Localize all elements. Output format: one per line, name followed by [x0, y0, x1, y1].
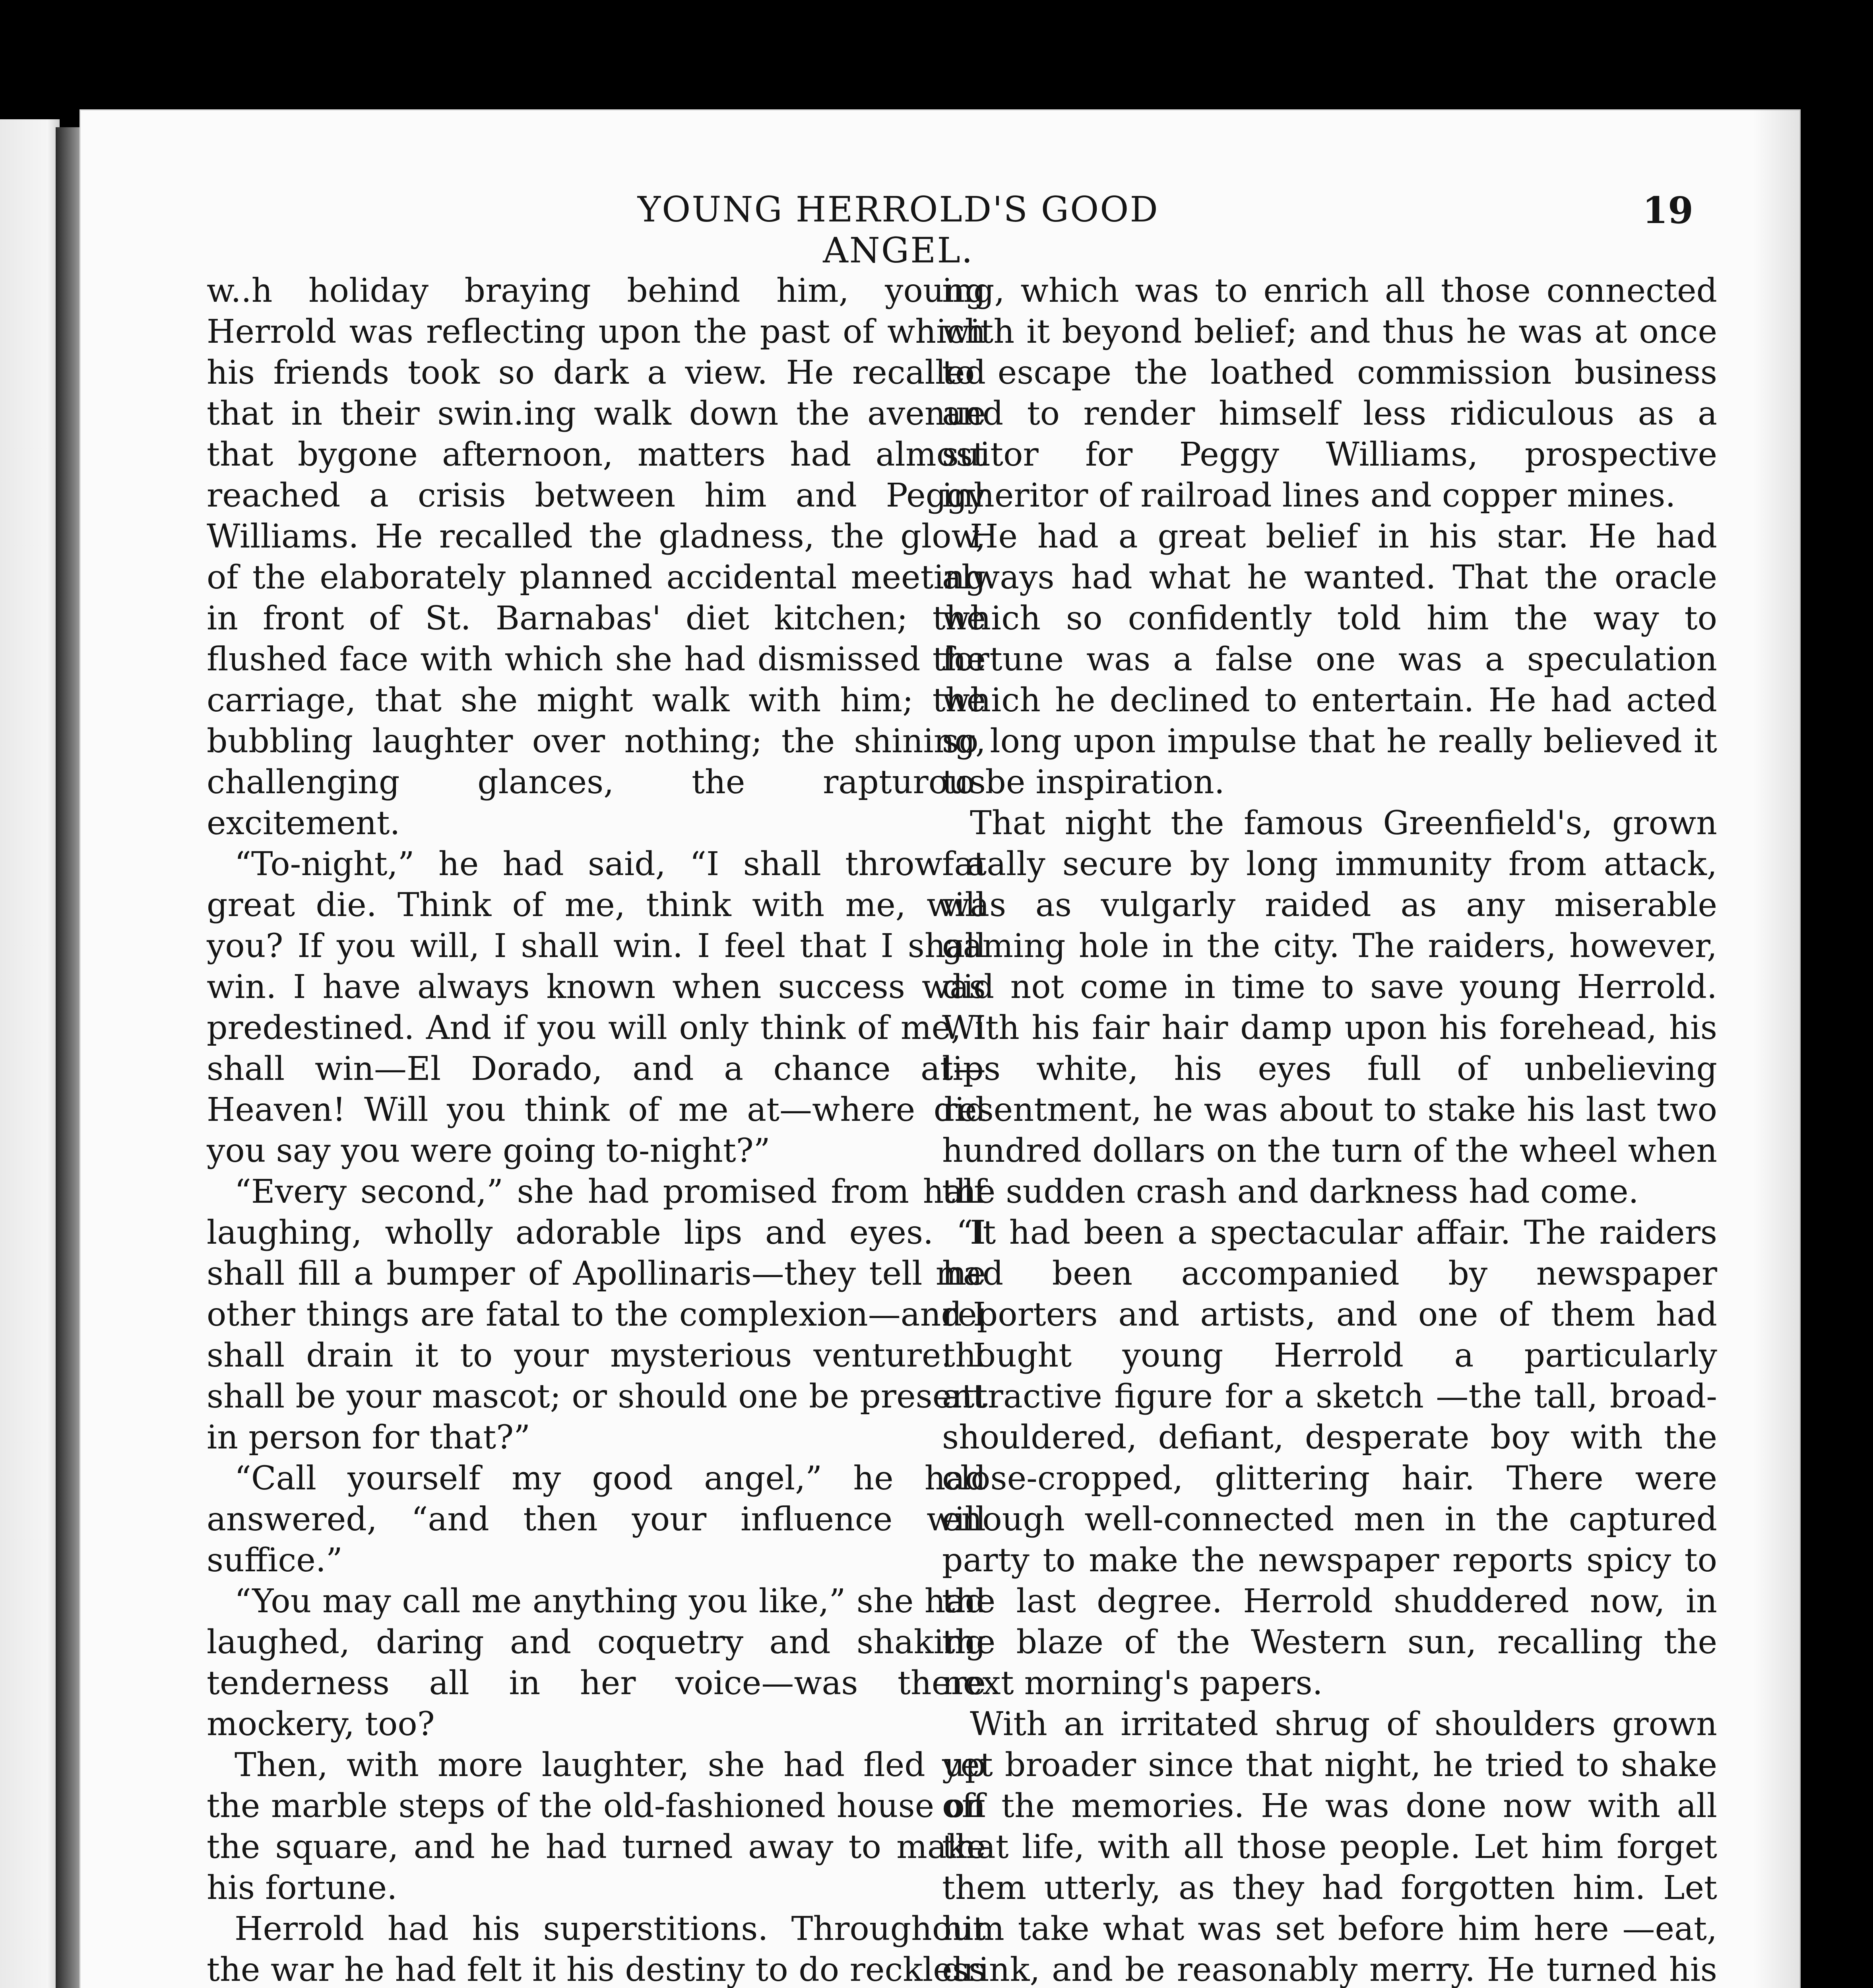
- page-number: 19: [1642, 189, 1693, 232]
- paragraph: “To-night,” he had said, “I shall throw a great die. Think of me, think with me, will you? If you will, I shall win. I feel that I shall win. I have always known when success was predestined. And if you will only think of me, I shall win—El Dorado, and a chance at—Heaven! Will you think of me at—where did you say you were going to-night?”: [207, 845, 986, 1170]
- book-spine-shadow: [56, 127, 79, 1988]
- paragraph: “You may call me anything you like,” she had laughed, daring and coquetry and shaking tenderness all in her voice—was there mockery, too?: [207, 1582, 986, 1743]
- paragraph: “Call yourself my good angel,” he had answered, “and then your influence will suffice.”: [207, 1460, 986, 1579]
- text-column-right: [942, 270, 1717, 1988]
- book-page: [79, 109, 1801, 1988]
- paragraph: Herrold had his superstitions. Throughout the war he had felt it his destiny to do reckless: [207, 1910, 986, 1988]
- running-header-title: YOUNG HERROLD'S GOOD ANGEL.: [638, 189, 1159, 271]
- paragraph: That night the famous Greenfield's, grown fatally secure by long immunity from attack, was as vulgarly raided as any miserable gaming hole in the city. The raiders, however, did not come in time to save young Herrold. With his fair hair damp upon his forehead, his lips white, his eyes full of unbelieving resentment, he was about to stake his last two hundred dollars on the turn of the wheel when the sudden crash and darkness had come.: [942, 804, 1717, 1211]
- scan-background-top: [0, 0, 1873, 103]
- text-column-left: [207, 270, 986, 1988]
- paragraph: Then, with more laughter, she had fled up the marble steps of the old-fashioned house on the square, and he had turned away to make his fortune.: [207, 1746, 986, 1907]
- paragraph: w..h holiday braying behind him, young Herrold was reflecting upon the past of which his friends took so dark a view. He recalled that in their swin.ing walk down the avenue that bygone afternoon, matters had almost reached a crisis between him and Peggy Williams. He recalled the gladness, the glow, of the elaborately planned accidental meeting in front of St. Barnabas' diet kitchen; the flushed face with which she had dismissed the carriage, that she might walk with him; the bubbling laughter over nothing; the shining, challenging glances, the rapturous excitement.: [207, 272, 986, 842]
- facing-page-edge: [0, 119, 60, 1988]
- paragraph: It had been a spectacular affair. The raiders had been accompanied by newspaper reporters and artists, and one of them had thought young Herrold a particularly attractive figure for a sketch —the tall, broad-shouldered, defiant, desperate boy with the close-cropped, glittering hair. There were enough well-connected men in the captured party to make the newspaper reports spicy to the last degree. Herrold shuddered now, in the blaze of the Western sun, recalling the next morning's papers.: [942, 1214, 1717, 1702]
- paragraph: “Every second,” she had promised from half laughing, wholly adorable lips and eyes. “I shall fill a bumper of Apollinaris—they tell me other things are fatal to the complexion—and I shall drain it to your mysterious venture. I shall be your mascot; or should one be present in person for that?”: [207, 1173, 986, 1456]
- paragraph: He had a great belief in his star. He had always had what he wanted. That the oracle which so confidently told him the way to fortune was a false one was a speculation which he declined to entertain. He had acted so long upon impulse that he really believed it to be inspiration.: [942, 518, 1717, 801]
- paragraph: With an irritated shrug of shoulders grown yet broader since that night, he tried to shake off the memories. He was done now with all that life, with all those people. Let him forget them utterly, as they had forgotten him. Let him take what was set before him here —eat, drink, and be reasonably merry. He turned his: [942, 1705, 1717, 1988]
- paragraph: ing, which was to enrich all those connected with it beyond belief; and thus he was at once to escape the loathed commission business and to render himself less ridiculous as a suitor for Peggy Williams, prospective inheritor of railroad lines and copper mines.: [942, 272, 1717, 514]
